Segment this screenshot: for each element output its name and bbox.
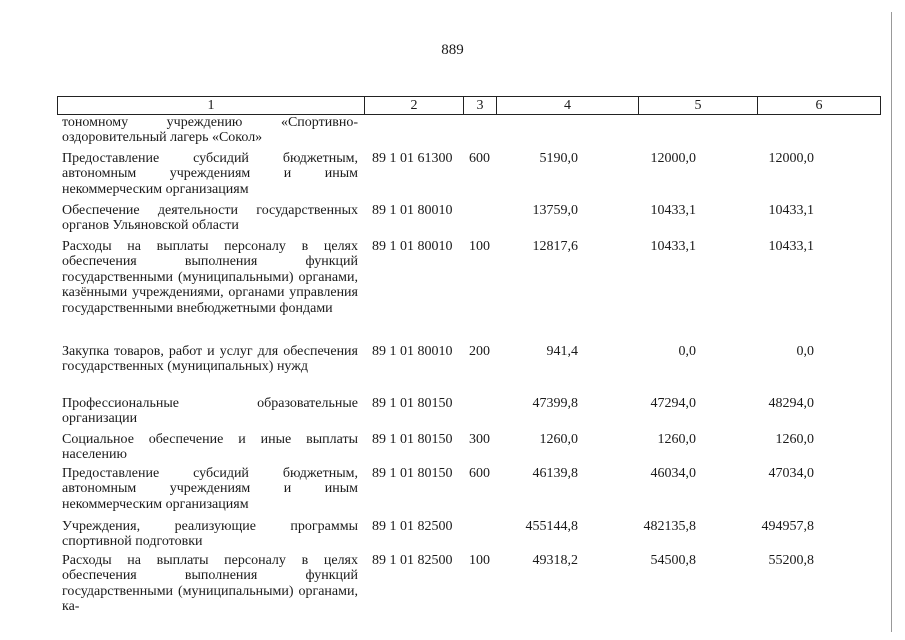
- table-row: [0, 396, 905, 432]
- table-row: [0, 151, 905, 203]
- row-value-col6: 47034,0: [768, 466, 814, 481]
- row-description: Предоставление субсидий бюджетным, автономным учреждениям и иным некоммерческим организациям: [62, 466, 358, 512]
- table-row: [0, 239, 905, 344]
- table-row: [0, 115, 905, 151]
- row-target-code: 89 1 01 80010: [372, 239, 453, 254]
- header-col-3: 3: [464, 97, 497, 115]
- row-value-col4: 46139,8: [532, 466, 578, 481]
- row-value-col5: 482135,8: [643, 519, 696, 534]
- row-value-col5: 47294,0: [650, 396, 696, 411]
- row-target-code: 89 1 01 80150: [372, 432, 453, 447]
- row-value-col5: 12000,0: [650, 151, 696, 166]
- row-target-code: 89 1 01 82500: [372, 519, 453, 534]
- row-value-col6: 48294,0: [768, 396, 814, 411]
- row-value-col4: 1260,0: [539, 432, 578, 447]
- row-value-col6: 0,0: [796, 344, 814, 359]
- row-target-code: 89 1 01 61300: [372, 151, 453, 166]
- row-description: Расходы на выплаты персоналу в целях обеспечения выполнения функций государственными (муниципальными) органами, казёнными учреждениями, органами управления государственными внебюджетными фондами: [62, 239, 358, 316]
- header-col-2: 2: [365, 97, 464, 115]
- row-value-col5: 0,0: [678, 344, 696, 359]
- row-description: Предоставление субсидий бюджетным, автономным учреждениям и иным некоммерческим организациям: [62, 151, 358, 197]
- row-expense-type: 600: [469, 151, 490, 166]
- row-value-col4: 13759,0: [532, 203, 578, 218]
- row-value-col4: 941,4: [546, 344, 578, 359]
- row-description: Обеспечение деятельности государственных органов Ульяновской области: [62, 203, 358, 234]
- row-value-col6: 1260,0: [775, 432, 814, 447]
- row-expense-type: 300: [469, 432, 490, 447]
- table-row: [0, 553, 905, 615]
- row-value-col4: 455144,8: [525, 519, 578, 534]
- row-value-col5: 46034,0: [650, 466, 696, 481]
- row-value-col4: 47399,8: [532, 396, 578, 411]
- table-row: [0, 519, 905, 553]
- row-target-code: 89 1 01 80150: [372, 466, 453, 481]
- row-value-col6: 10433,1: [768, 203, 814, 218]
- row-expense-type: 100: [469, 553, 490, 568]
- row-target-code: 89 1 01 82500: [372, 553, 453, 568]
- row-target-code: 89 1 01 80010: [372, 203, 453, 218]
- table-row: [0, 203, 905, 239]
- row-value-col6: 494957,8: [761, 519, 814, 534]
- row-target-code: 89 1 01 80150: [372, 396, 453, 411]
- row-expense-type: 100: [469, 239, 490, 254]
- row-description: Закупка товаров, работ и услуг для обеспечения государственных (муниципальных) нужд: [62, 344, 358, 375]
- row-value-col4: 5190,0: [539, 151, 578, 166]
- row-value-col5: 10433,1: [650, 239, 696, 254]
- header-col-5: 5: [639, 97, 758, 115]
- row-value-col6: 10433,1: [768, 239, 814, 254]
- header-col-6: 6: [758, 97, 881, 115]
- row-expense-type: 200: [469, 344, 490, 359]
- table-row: [0, 432, 905, 466]
- header-col-4: 4: [497, 97, 639, 115]
- table-row: [0, 344, 905, 396]
- row-description: Социальное обеспечение и иные выплаты населению: [62, 432, 358, 463]
- header-col-1: 1: [58, 97, 365, 115]
- row-description: Учреждения, реализующие программы спортивной подготовки: [62, 519, 358, 550]
- row-value-col5: 1260,0: [657, 432, 696, 447]
- table-row: [0, 466, 905, 519]
- row-value-col6: 55200,8: [768, 553, 814, 568]
- row-value-col6: 12000,0: [768, 151, 814, 166]
- budget-table-body: [0, 115, 905, 615]
- page-number: 889: [441, 42, 464, 58]
- row-value-col4: 12817,6: [532, 239, 578, 254]
- row-value-col4: 49318,2: [532, 553, 578, 568]
- row-value-col5: 10433,1: [650, 203, 696, 218]
- row-description: Профессиональные образовательные организации: [62, 396, 358, 427]
- row-target-code: 89 1 01 80010: [372, 344, 453, 359]
- row-description: тономному учреждению «Спортивно-оздоровительный лагерь «Сокол»: [62, 115, 358, 146]
- row-description: Расходы на выплаты персоналу в целях обеспечения выполнения функций государственными (муниципальными) органами, ка-: [62, 553, 358, 615]
- row-value-col5: 54500,8: [650, 553, 696, 568]
- column-header-table: [57, 96, 881, 115]
- header-row: [58, 97, 881, 115]
- row-expense-type: 600: [469, 466, 490, 481]
